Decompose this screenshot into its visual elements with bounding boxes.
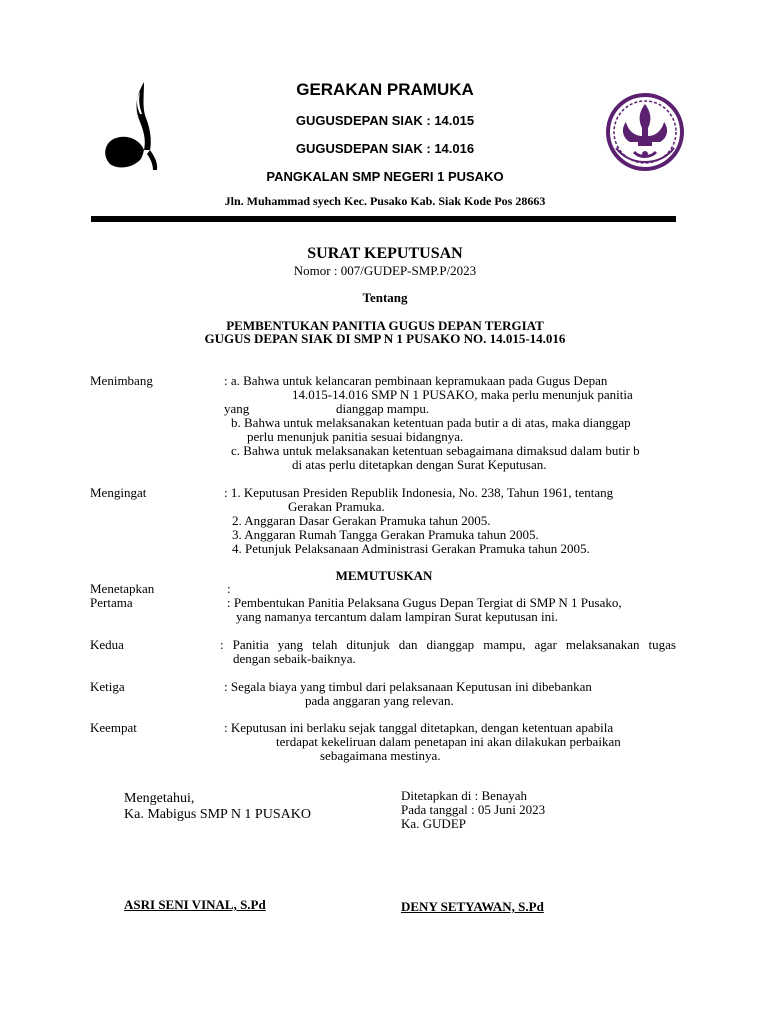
pertama-line: yang namanya tercantum dalam lampiran Surat keputusan ini. [236,609,559,624]
menetapkan-colon: : [227,581,231,596]
kedua-line: : Panitia yang telah ditunjuk dan dianggap mampu, agar melaksanakan tugas [220,637,676,652]
subject-line-2: GUGUS DEPAN SIAK DI SMP N 1 PUSAKO NO. 14.015-14.016 [204,331,566,346]
keempat-line: terdapat kekeliruan dalam penetapan ini akan dilakukan perbaikan [276,734,621,749]
kedua-label: Kedua [90,637,124,652]
menetapkan-label: Menetapkan [90,581,155,596]
gudep-number-2: GUGUSDEPAN SIAK : 14.016 [295,141,475,156]
document-title: SURAT KEPUTUSAN [307,245,463,262]
mengingat-line: 4. Petunjuk Pelaksanaan Administrasi Gerakan Pramuka tahun 2005. [232,541,590,556]
subject-line-1: PEMBENTUKAN PANITIA GUGUS DEPAN TERGIAT [226,318,544,333]
signature-right-line: Ka. GUDEP [401,816,466,831]
kedua-line: dengan sebaik-baiknya. [233,651,356,666]
mengingat-line: 2. Anggaran Dasar Gerakan Pramuka tahun 2005. [232,513,491,528]
document-number: Nomor : 007/GUDEP-SMP.P/2023 [293,263,477,278]
keempat-line: sebagaimana mestinya. [320,748,441,763]
signature-right-line: Ditetapkan di : Benayah [401,788,527,803]
org-name: GERAKAN PRAMUKA [296,80,474,99]
gudep-number-1: GUGUSDEPAN SIAK : 14.015 [295,113,475,128]
about-label: Tentang [362,290,408,305]
menimbang-line: dianggap mampu. [336,401,430,416]
mengingat-line: Gerakan Pramuka. [288,499,385,514]
menimbang-line: b. Bahwa untuk melaksanakan ketentuan pada butir a di atas, maka dianggap [231,415,631,430]
mengingat-line: 3. Anggaran Rumah Tangga Gerakan Pramuka tahun 2005. [232,527,539,542]
address: Jln. Muhammad syech Kec. Pusako Kab. Siak Kode Pos 28663 [224,194,546,208]
pertama-line: : Pembentukan Panitia Pelaksana Gugus Depan Tergiat di SMP N 1 Pusako, [227,595,622,610]
ketiga-line: : Segala biaya yang timbul dari pelaksanaan Keputusan ini dibebankan [224,679,592,694]
ketiga-line: pada anggaran yang relevan. [305,693,454,708]
menimbang-line: c. Bahwa untuk melaksanakan ketentuan sebagaimana dimaksud dalam butir b [231,443,640,458]
mengingat-label: Mengingat [90,485,147,500]
signature-left-line: Ka. Mabigus SMP N 1 PUSAKO [124,807,311,822]
pertama-label: Pertama [90,595,133,610]
memutuskan-heading: MEMUTUSKAN [335,568,433,583]
signer-left-name: ASRI SENI VINAL, S.Pd [124,897,266,912]
tunas-kelapa-logo [100,78,160,173]
signature-right-line: Pada tanggal : 05 Juni 2023 [401,802,546,817]
menimbang-line: yang [224,401,250,416]
menimbang-label: Menimbang [90,373,153,388]
letterhead-divider [91,216,676,222]
keempat-line: : Keputusan ini berlaku sejak tanggal ditetapkan, dengan ketentuan apabila [224,720,614,735]
wosm-emblem-logo [604,92,686,172]
base-name: PANGKALAN SMP NEGERI 1 PUSAKO [266,169,504,184]
menimbang-line: perlu menunjuk panitia sesuai bidangnya. [247,429,464,444]
menimbang-line: : a. Bahwa untuk kelancaran pembinaan kepramukaan pada Gugus Depan [224,373,608,388]
ketiga-label: Ketiga [90,679,125,694]
mengingat-line: : 1. Keputusan Presiden Republik Indonesia, No. 238, Tahun 1961, tentang [224,485,614,500]
signature-left-line: Mengetahui, [124,791,195,806]
signer-right-name: DENY SETYAWAN, S.Pd [401,899,544,914]
menimbang-line: di atas perlu ditetapkan dengan Surat Keputusan. [292,457,547,472]
menimbang-line: 14.015-14.016 SMP N 1 PUSAKO, maka perlu menunjuk panitia [292,387,633,402]
keempat-label: Keempat [90,720,137,735]
